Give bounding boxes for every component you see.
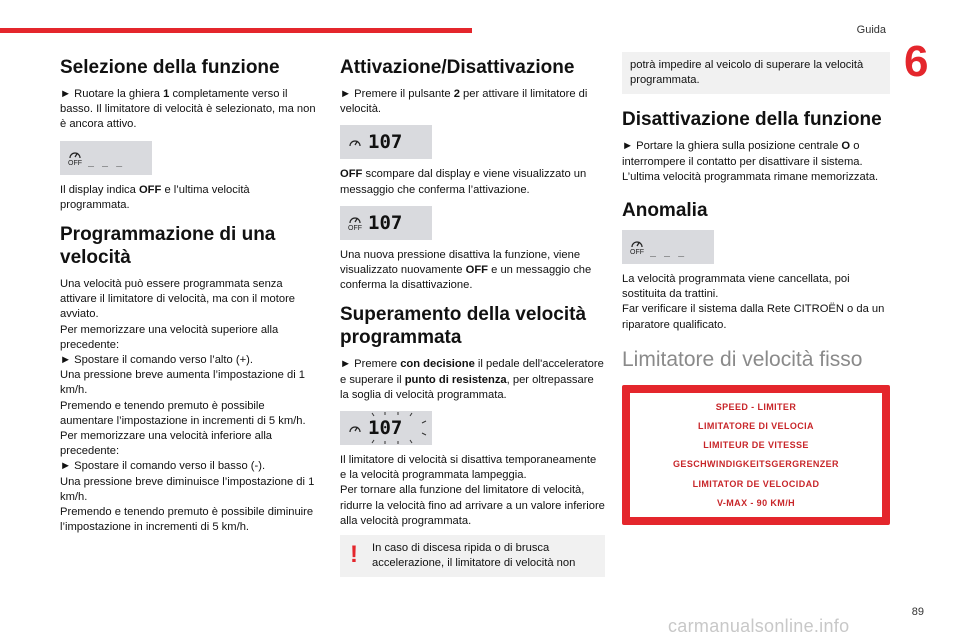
watermark: carmanualsonline.info xyxy=(668,616,850,636)
lcd-display-off-speed xyxy=(340,206,432,240)
para-prog-4: Una pressione breve aumenta l’impostazione di 1 km/h. xyxy=(60,369,306,397)
heading-disattivazione: Disattivazione della funzione xyxy=(622,109,882,131)
warning-box xyxy=(340,535,605,577)
para-prog-1: Una velocità può essere programmata senza attivare il limitatore di velocità, ma con il motore avviato. xyxy=(60,278,296,321)
chapter-number: 6 xyxy=(904,37,929,86)
para-prog-8: Una pressione breve diminuisce l’impostazione di 1 km/h. xyxy=(60,475,315,503)
heading-selezione: Selezione della funzione xyxy=(60,57,280,78)
para-selezione-2: Il display indica OFF e l’ultima velocità programmata. xyxy=(60,183,250,211)
para-super-3: Per tornare alla funzione del limitatore di velocità, ridurre la velocità fino ad arrivare a un valore inferiore alla velocità programmata. xyxy=(340,484,605,527)
speed-limiter-sticker xyxy=(622,385,890,525)
lcd-off-label: OFF xyxy=(348,224,362,232)
column-1 xyxy=(60,56,320,535)
heading-superamento: Superamento della velocità programmata xyxy=(340,304,587,349)
lcd-speed-digits: 107 xyxy=(368,131,403,154)
heading-limitatore-fisso: Limitatore di velocità fisso xyxy=(622,347,863,371)
column-2 xyxy=(340,56,605,577)
para-attiv-2: OFF scompare dal display e viene visualizzato un messaggio che conferma l’attivazione. xyxy=(340,168,587,196)
lcd-speed-digits-blinking: 107 xyxy=(368,417,403,440)
sticker-line: LIMITATOR DE VELOCIDAD xyxy=(692,478,820,489)
lcd-display-active xyxy=(340,125,432,159)
para-selezione-1: ► Ruotare la ghiera 1 completamente verso il basso. Il limitatore di velocità è selezionato, ma non è ancora attivo. xyxy=(60,88,316,131)
lcd-speed-digits: 107 xyxy=(368,211,403,234)
para-prog-2: Per memorizzare una velocità superiore alla precedente: xyxy=(60,323,279,351)
header-accent-bar xyxy=(0,28,472,33)
para-prog-7: ► Spostare il comando verso il basso (-). xyxy=(60,460,266,473)
warning-text: In caso di discesa ripida o di brusca accelerazione, il limitatore di velocità non xyxy=(372,542,576,570)
page-number: 89 xyxy=(911,606,924,618)
blink-rays-icon xyxy=(360,411,430,445)
section-label: Guida xyxy=(856,24,886,36)
para-disatt-2: L’ultima velocità programmata rimane memorizzata. xyxy=(622,170,879,183)
speedometer-icon xyxy=(348,213,362,225)
warning-icon: ! xyxy=(350,541,358,569)
para-prog-9: Premendo e tenendo premuto è possibile diminuire l’impostazione in incrementi di 5 km/h. xyxy=(60,506,314,534)
warning-text-continued: potrà impedire al veicolo di superare la velocità programmata. xyxy=(630,59,864,87)
para-attiv-3: Una nuova pressione disattiva la funzione, viene visualizzato nuovamente OFF e un messaggio che conferma la disattivazione. xyxy=(340,248,592,292)
sticker-line: SPEED - LIMITER xyxy=(715,401,797,412)
para-disatt-1: ► Portare la ghiera sulla posizione centrale O o interrompere il contatto per disattivare il sistema. xyxy=(622,140,863,168)
lcd-display-anomaly xyxy=(622,230,714,264)
lcd-dashes: _ _ _ xyxy=(650,245,686,257)
para-prog-6: Per memorizzare una velocità inferiore alla precedente: xyxy=(60,430,273,458)
column-3 xyxy=(622,52,890,525)
speedometer-icon xyxy=(348,136,362,148)
para-prog-3: ► Spostare il comando verso l’alto (+). xyxy=(60,354,253,367)
lcd-dashes: _ _ _ xyxy=(88,156,124,168)
para-super-1: ► Premere con decisione il pedale dell'acceleratore e superare il punto di resistenza, per oltrepassare la soglia di velocità programmata. xyxy=(340,358,604,401)
para-prog-5: Premendo e tenendo premuto è possibile aumentare l’impostazione in incrementi di 5 km/h. xyxy=(60,399,306,427)
sticker-panel xyxy=(630,393,882,517)
sticker-line: V-MAX - 90 KM/H xyxy=(716,497,795,508)
heading-programmazione: Programmazione di una velocità xyxy=(60,224,276,269)
para-super-2: Il limitatore di velocità si disattiva temporaneamente e la velocità programmata lampeggia. xyxy=(340,454,597,482)
sticker-line: GESCHWINDIGKEITSGERGRENZER xyxy=(673,459,839,470)
lcd-off-label: OFF xyxy=(68,159,82,167)
lcd-display-blinking xyxy=(340,411,432,445)
speedometer-icon xyxy=(68,148,82,160)
heading-anomalia: Anomalia xyxy=(622,200,708,222)
sticker-line: LIMITATORE DI VELOCIA xyxy=(698,421,814,432)
warning-box-continued xyxy=(622,52,890,94)
lcd-display-off xyxy=(60,141,152,175)
para-attiv-1: ► Premere il pulsante 2 per attivare il limitatore di velocità. xyxy=(340,88,588,116)
sticker-line: LIMITEUR DE VITESSE xyxy=(703,440,809,451)
speedometer-icon xyxy=(630,237,644,249)
para-anomalia-2: Far verificare il sistema dalla Rete CITROËN o da un riparatore qualificato. xyxy=(622,303,885,331)
para-anomalia-1: La velocità programmata viene cancellata, poi sostituita da trattini. xyxy=(622,273,850,301)
lcd-off-label: OFF xyxy=(630,249,644,257)
heading-attivazione: Attivazione/Disattivazione xyxy=(340,57,575,78)
